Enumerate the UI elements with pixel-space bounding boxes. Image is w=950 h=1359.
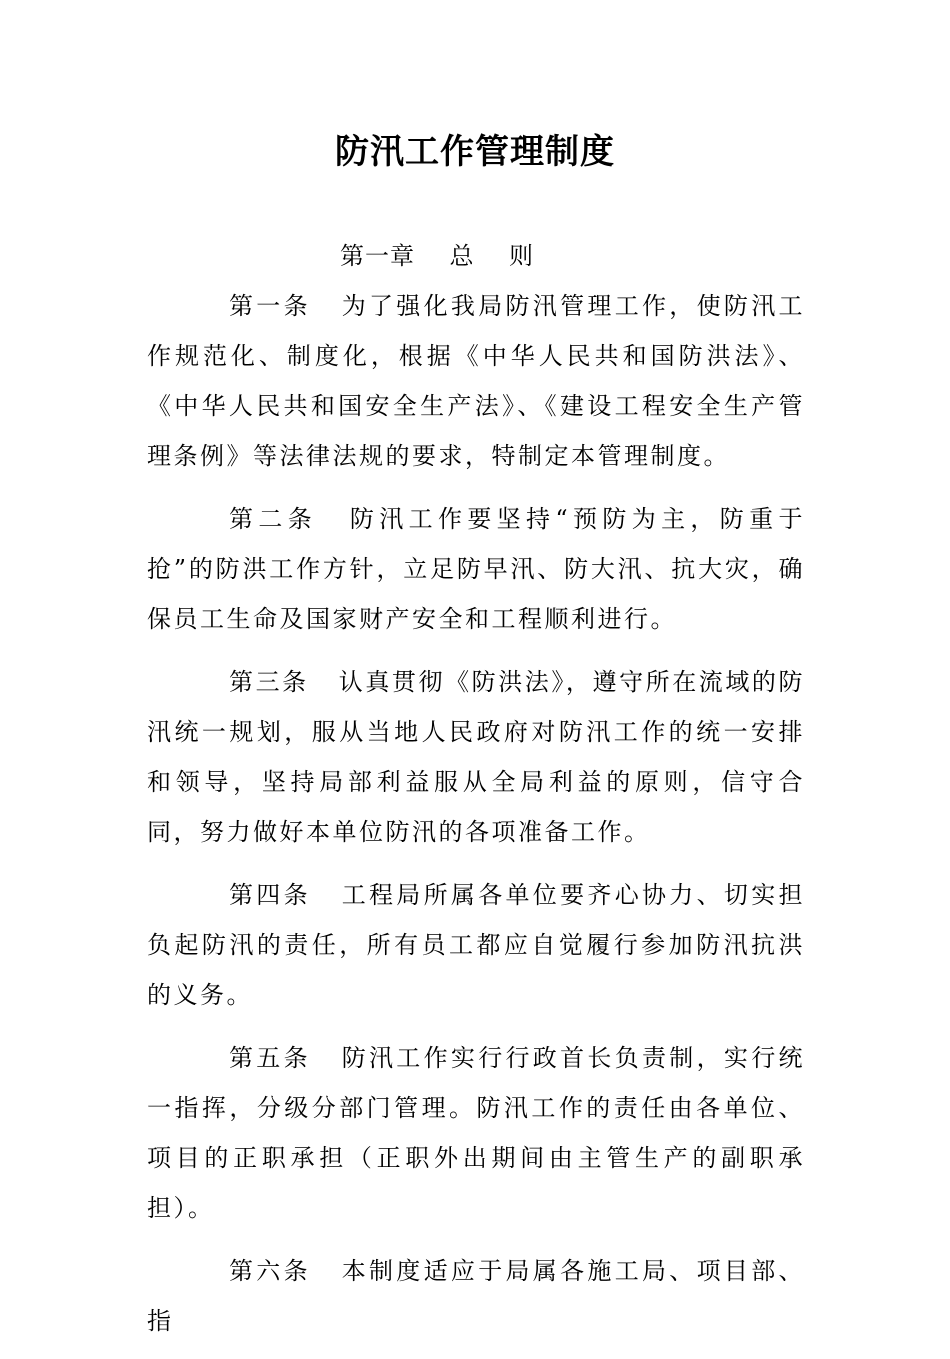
- article-text: 本制度适应于局属各施工局、项目部、指: [147, 1257, 806, 1335]
- article-number: 第三条: [229, 668, 309, 696]
- article-text: 为了强化我局防汛管理工作，使防汛工作规范化、制度化，根据《中华人民共和国防洪法》、《中华人民共和国安全生产法》、《建设工程安全生产管理条例》等法律法规的要求，特制定本管理制度。: [147, 292, 806, 470]
- article-text: 防汛工作要坚持“预防为主，防重于抢”的防洪工作方针，立足防早汛、防大汛、抗大灾，确保员工生命及国家财产安全和工程顺利进行。: [147, 505, 805, 633]
- article-number: 第五条: [229, 1044, 311, 1072]
- article-number: 第六条: [229, 1257, 311, 1285]
- article-1: [147, 281, 805, 481]
- article-3: [147, 657, 805, 857]
- article-number: 第四条: [229, 881, 311, 909]
- document-body: [147, 281, 805, 1359]
- article-text: 防汛工作实行行政首长负责制，实行统一指挥，分级分部门管理。防汛工作的责任由各单位、项目的正职承担（正职外出期间由主管生产的副职承担）。: [147, 1044, 806, 1222]
- article-number: 第一条: [229, 292, 311, 320]
- article-number: 第二条: [229, 505, 318, 533]
- article-4: [147, 870, 805, 1020]
- article-5: [147, 1033, 805, 1233]
- article-2: [147, 494, 805, 644]
- chapter-heading: 第一章 总 则: [340, 242, 535, 270]
- article-text: 工程局所属各单位要齐心协力、切实担负起防汛的责任，所有员工都应自觉履行参加防汛抗洪的义务。: [147, 881, 806, 1009]
- article-6: [147, 1246, 805, 1346]
- document-title: 防汛工作管理制度: [335, 132, 615, 172]
- article-text: 认真贯彻《防洪法》，遵守所在流域的防汛统一规划，服从当地人民政府对防汛工作的统一安排和领导，坚持局部利益服从全局利益的原则，信守合同，努力做好本单位防汛的各项准备工作。: [147, 668, 806, 846]
